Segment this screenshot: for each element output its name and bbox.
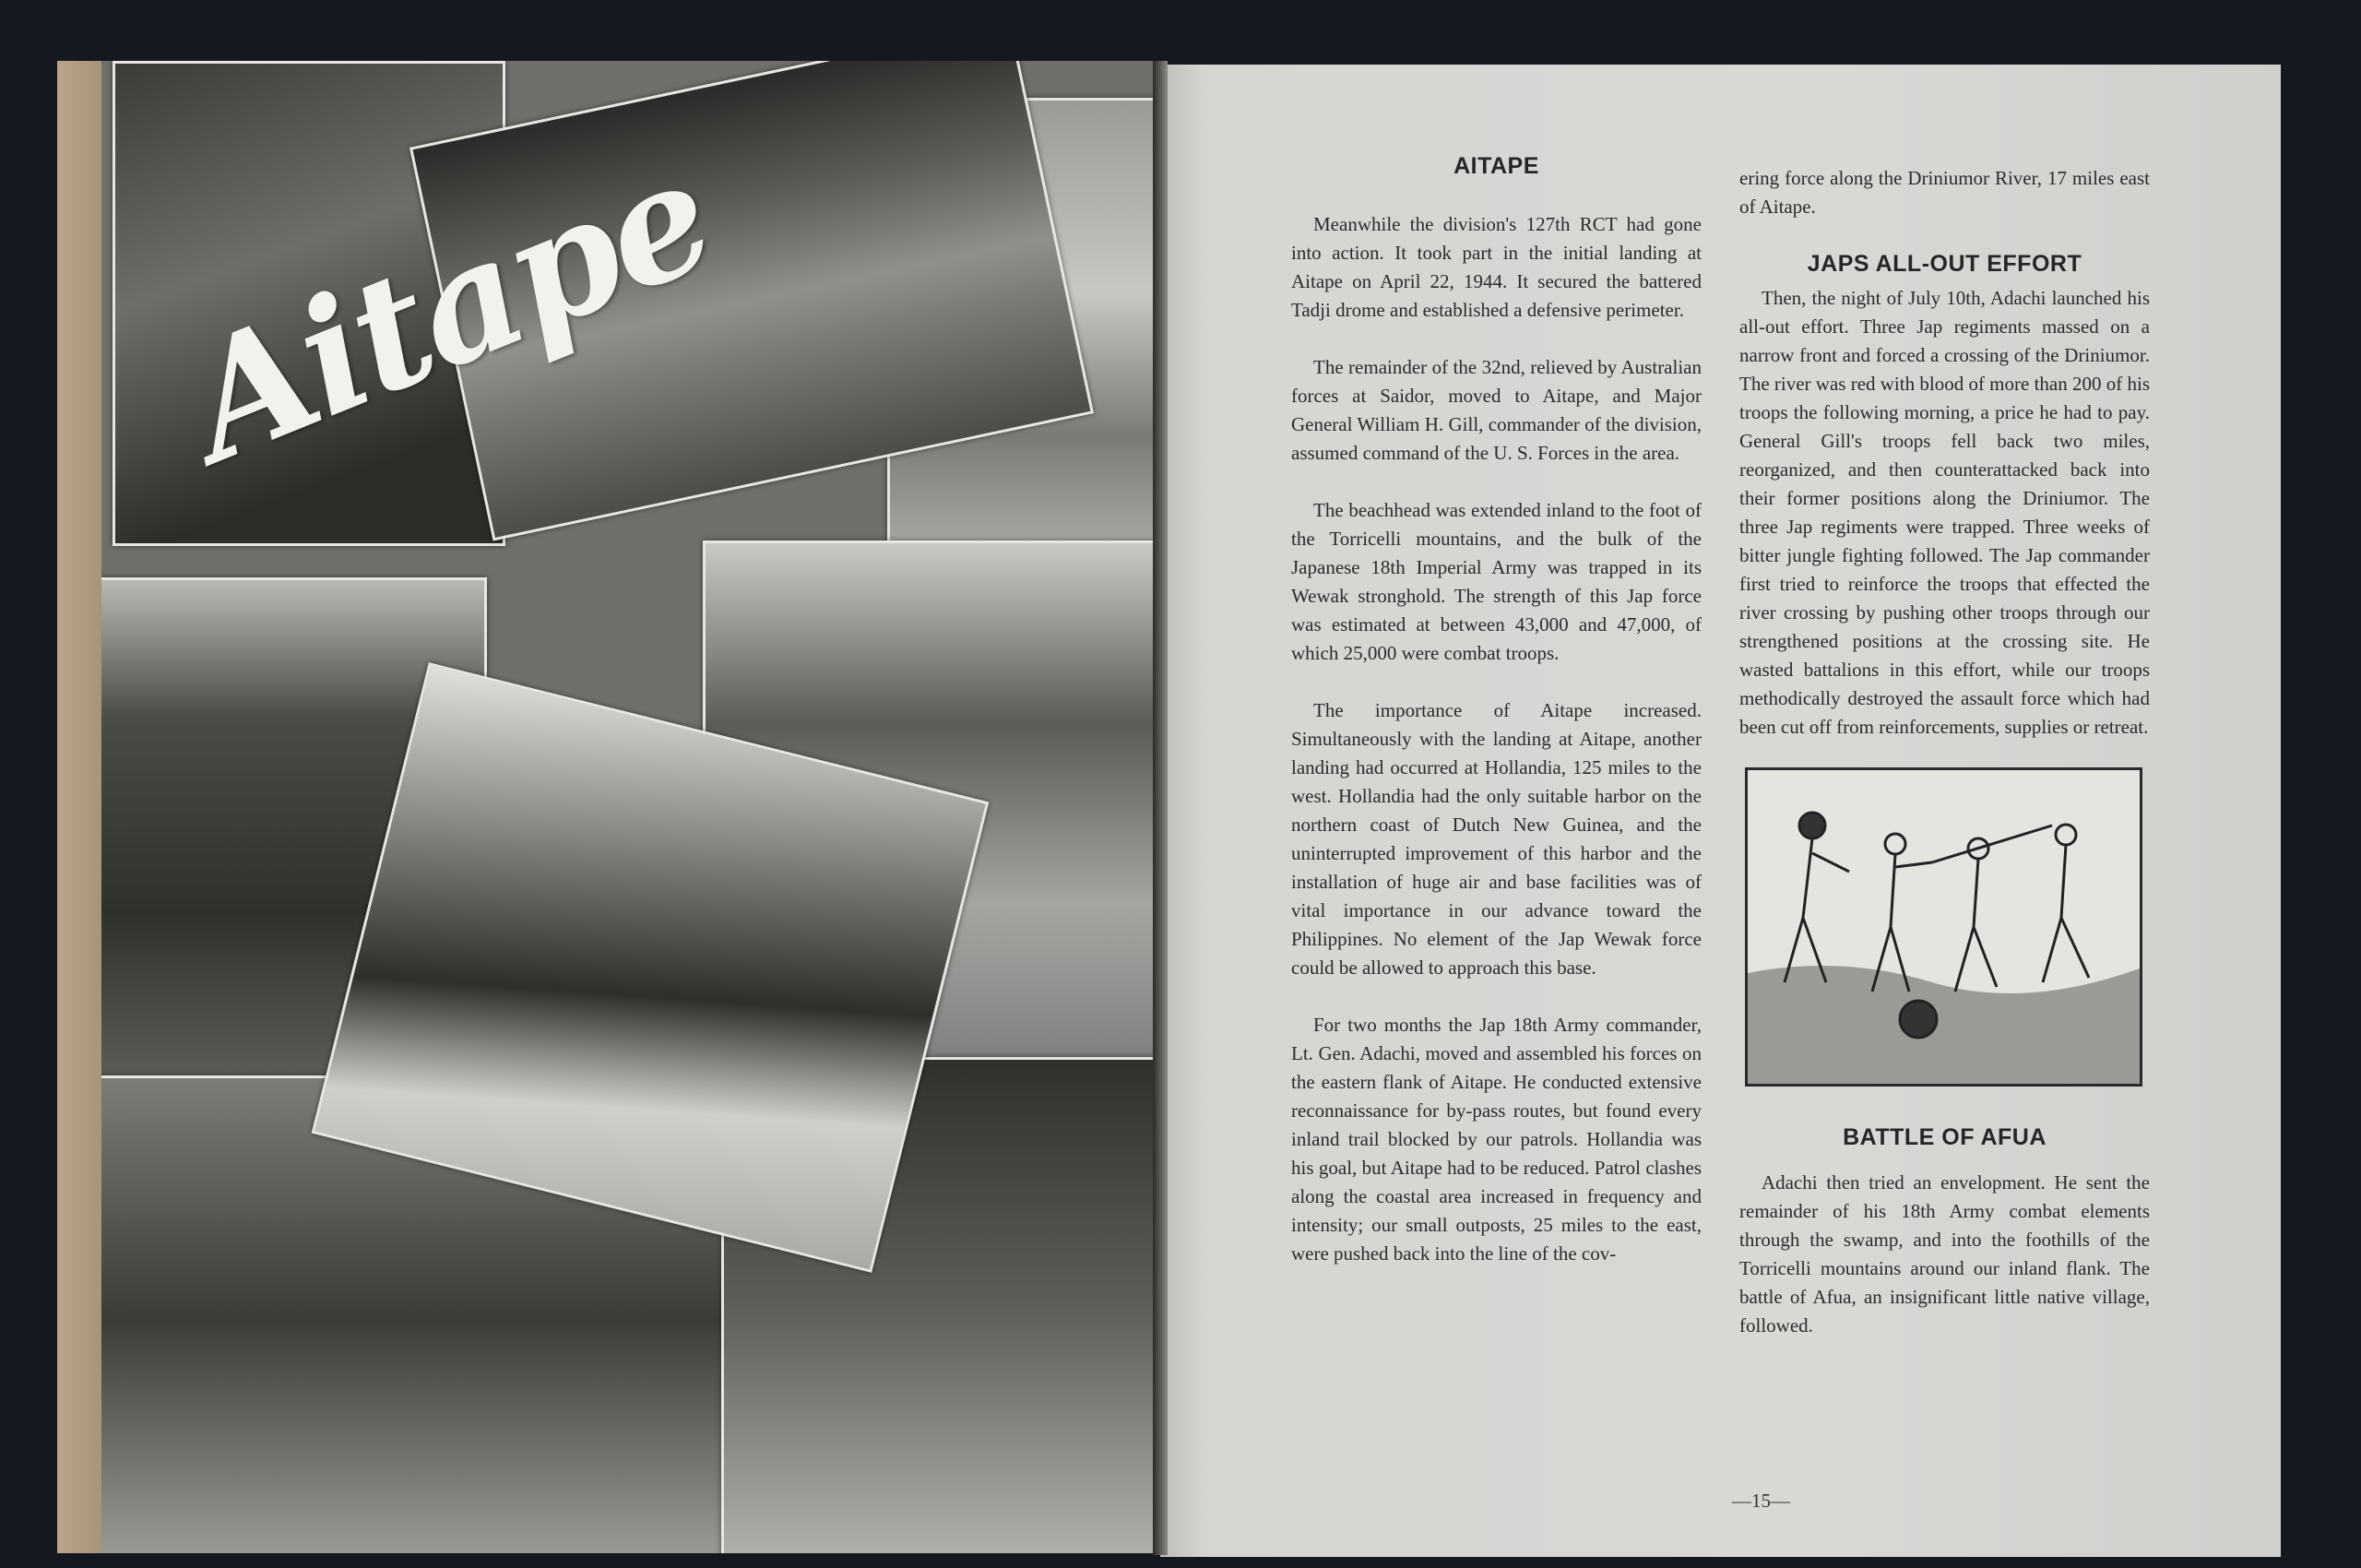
section-heading: BATTLE OF AFUA — [1843, 1124, 2047, 1150]
soldiers-carrying-stretcher-drawing — [1748, 770, 2140, 1084]
section-heading: JAPS ALL-OUT EFFORT — [1807, 251, 2082, 277]
battle-illustration — [1745, 767, 2142, 1087]
binding-tape — [57, 61, 101, 1553]
paragraph: Then, the night of July 10th, Adachi launched his all-out effort. Three Jap regiments massed on a narrow front and forced a crossing of the Driniumor. The river was red with blood of more than 200 of his troops the following morning, a price he had to pay. General Gill's troops fell back two miles, reorganized, and then counterattacked back into their former positions along the Driniumor. The three Jap regiments were trapped. Three weeks of bitter jungle fighting followed. The Jap commander first tried to reinforce the troops that effected the river crossing by pushing other troops through our strengthened positions at the crossing site. He wasted battalions in this effort, while our troops methodically destroyed the assault force which had been cut off from reinforcements, supplies or retreat. — [1739, 287, 2150, 738]
paragraph: The importance of Aitape increased. Simultaneously with the landing at Aitape, another landing had occurred at Hollandia, 125 miles to the west. Hollandia had the only suitable harbor on the northern coast of Dutch New Guinea, and the uninterrupted improvement of this harbor and the installation of huge air and base facilities was of vital importance in our advance toward the Philippines. No element of the Jap Wewak force could be allowed to approach this base. — [1291, 699, 1702, 979]
text-page — [1160, 65, 2281, 1557]
section-heading: AITAPE — [1453, 153, 1539, 179]
paragraph-continuation: ering force along the Driniumor River, 17 miles east of Aitape. — [1739, 167, 2150, 218]
text-column-right — [1739, 164, 2150, 1369]
photo-collage-page — [57, 61, 1159, 1553]
book-gutter — [1153, 61, 1168, 1555]
paragraph: The beachhead was extended inland to the foot of the Torricelli mountains, and the bulk of the Japanese 18th Imperial Army was trapped in its Wewak stronghold. The strength of this Jap force was estimated at between 43,000 and 47,000, of which 25,000 were combat troops. — [1291, 499, 1702, 664]
script-title: Aitape — [161, 123, 735, 497]
paragraph: Adachi then tried an envelopment. He sent the remainder of his 18th Army combat elements through the swamp, and into the foothills of the Torricelli mountains around our inland flank. The battle of Afua, an insignificant little native village, followed. — [1739, 1171, 2150, 1336]
paragraph: For two months the Jap 18th Army commander, Lt. Gen. Adachi, moved and assembled his forces on the eastern flank of Aitape. He conducted extensive reconnaissance for by-pass routes, but found every inland trail blocked by our patrols. Hollandia was his goal, but Aitape had to be reduced. Patrol clashes along the coastal area increased in frequency and intensity; our small outposts, 25 miles to the east, were pushed back into the line of the cov- — [1291, 1014, 1702, 1265]
page-number: —15— — [1732, 1490, 1790, 1512]
text-column-left — [1291, 152, 1702, 1297]
paragraph: The remainder of the 32nd, relieved by Australian forces at Saidor, moved to Aitape, and Major General William H. Gill, commander of the division, assumed command of the U. S. Forces in the area. — [1291, 356, 1702, 464]
paragraph: Meanwhile the division's 127th RCT had gone into action. It took part in the initial landing at Aitape on April 22, 1944. It secured the battered Tadji drome and established a defensive perimeter. — [1291, 213, 1702, 321]
